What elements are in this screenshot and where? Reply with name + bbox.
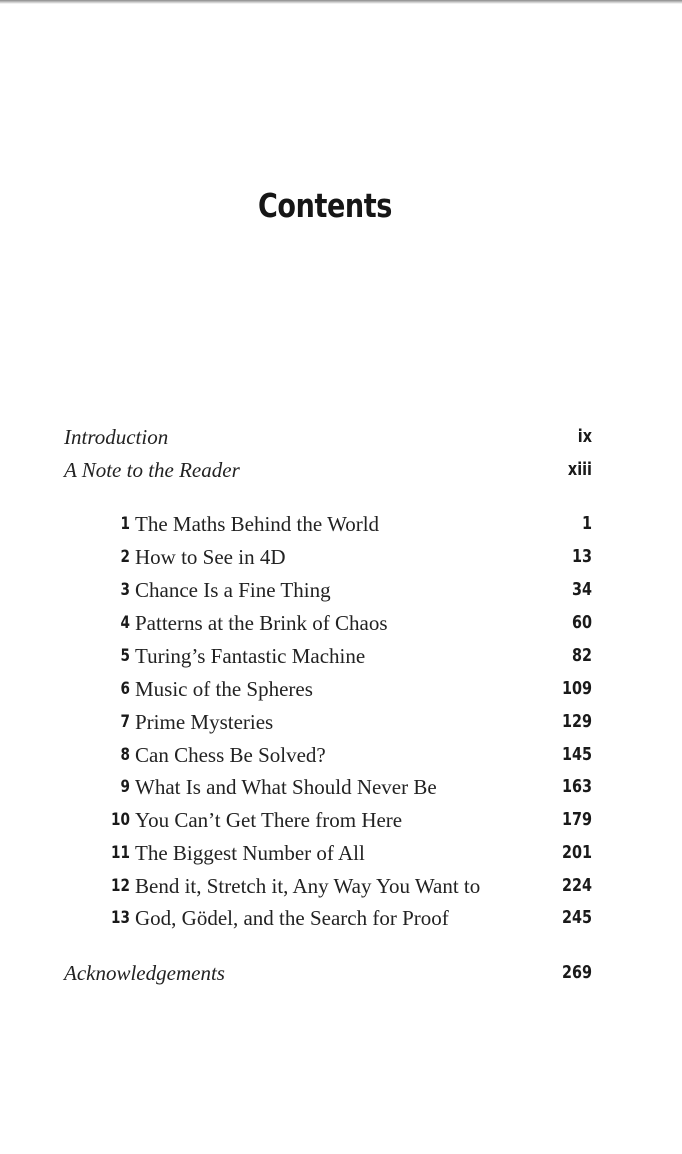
chapter-number: 10 <box>111 810 130 830</box>
chapter-page: 163 <box>561 776 592 797</box>
chapter-title: Turing’s Fantastic Machine <box>135 644 366 668</box>
chapter-number: 1 <box>120 514 130 534</box>
chapter-title: Chance Is a Fine Thing <box>135 578 331 602</box>
chapter-page: 179 <box>561 809 592 830</box>
chapter-number: 13 <box>111 908 130 928</box>
toc-chapter-12 <box>0 871 682 901</box>
toc-chapter-1 <box>0 509 682 539</box>
chapter-title: You Can’t Get There from Here <box>135 808 403 832</box>
chapter-number: 11 <box>111 843 130 863</box>
page-title: Contents <box>257 186 393 225</box>
toc-chapter-3 <box>0 575 682 605</box>
toc-chapter-4 <box>0 608 682 638</box>
toc-chapter-7 <box>0 707 682 737</box>
toc-entry-page: xiii <box>567 459 592 480</box>
toc-chapter-2 <box>0 542 682 572</box>
chapter-title: Patterns at the Brink of Chaos <box>135 611 388 635</box>
chapter-number: 6 <box>120 679 130 699</box>
chapter-page: 34 <box>571 579 592 600</box>
toc-chapter-13 <box>0 903 682 933</box>
chapter-number: 5 <box>120 646 130 666</box>
chapter-title: How to See in 4D <box>135 545 286 569</box>
chapter-title: Prime Mysteries <box>135 710 274 734</box>
chapter-number: 2 <box>120 547 130 567</box>
toc-entry-introduction <box>0 422 682 452</box>
toc-chapter-11 <box>0 838 682 868</box>
chapter-page: 129 <box>561 711 592 732</box>
toc-entry-label: Introduction <box>64 425 169 449</box>
toc-entry-acknowledgements <box>0 958 682 988</box>
chapter-title: Music of the Spheres <box>135 677 313 701</box>
chapter-title: God, Gödel, and the Search for Proof <box>135 906 449 930</box>
toc-entry-page: ix <box>577 426 592 447</box>
page-edge-line <box>0 0 682 4</box>
chapter-page: 1 <box>581 513 592 534</box>
chapter-title: The Maths Behind the World <box>135 512 380 536</box>
chapter-title: Bend it, Stretch it, Any Way You Want to <box>135 874 481 898</box>
chapter-number: 12 <box>111 876 130 896</box>
toc-entry-label: A Note to the Reader <box>64 458 240 482</box>
chapter-number: 4 <box>120 613 130 633</box>
toc-chapter-6 <box>0 674 682 704</box>
chapter-title: What Is and What Should Never Be <box>135 775 437 799</box>
toc-entry-note-to-reader <box>0 455 682 485</box>
toc-entry-page: 269 <box>561 962 592 983</box>
chapter-page: 224 <box>561 875 592 896</box>
chapter-number: 7 <box>120 712 130 732</box>
chapter-title: The Biggest Number of All <box>135 841 365 865</box>
chapter-number: 9 <box>120 777 130 797</box>
chapter-page: 245 <box>561 907 592 928</box>
chapter-page: 82 <box>571 645 592 666</box>
toc-chapter-10 <box>0 805 682 835</box>
chapter-page: 60 <box>571 612 592 633</box>
chapter-title: Can Chess Be Solved? <box>135 743 326 767</box>
toc-chapter-9 <box>0 772 682 802</box>
chapter-page: 145 <box>561 744 592 765</box>
chapter-page: 13 <box>571 546 592 567</box>
chapter-number: 3 <box>120 580 130 600</box>
chapter-page: 201 <box>561 842 592 863</box>
toc-entry-label: Acknowledgements <box>64 961 225 985</box>
toc-chapter-8 <box>0 740 682 770</box>
toc-chapter-5 <box>0 641 682 671</box>
chapter-number: 8 <box>120 745 130 765</box>
chapter-page: 109 <box>561 678 592 699</box>
